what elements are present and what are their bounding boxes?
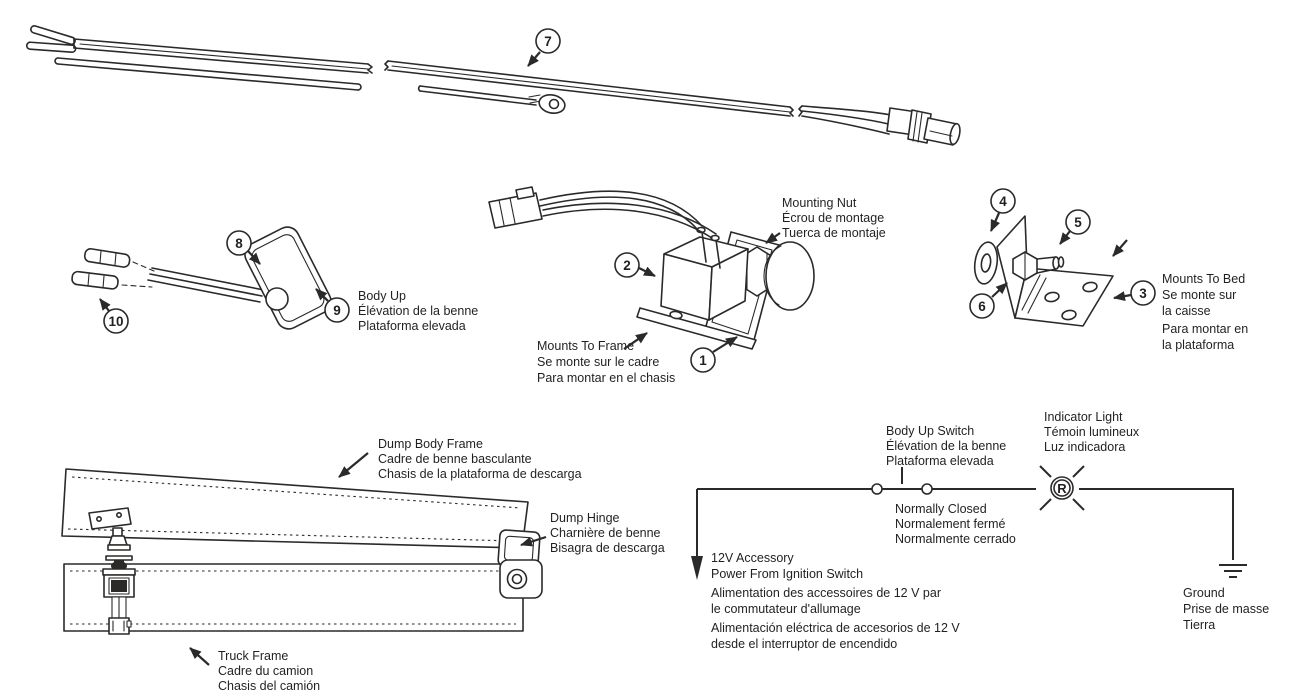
svg-text:Prise de masse: Prise de masse	[1183, 602, 1270, 616]
svg-text:Témoin lumineux: Témoin lumineux	[1044, 425, 1140, 439]
svg-text:la plataforma: la plataforma	[1162, 338, 1235, 352]
callout-5	[1060, 210, 1090, 244]
label-dump-body-frame	[339, 437, 582, 481]
body-up-plate	[241, 223, 335, 333]
callout-7	[528, 29, 560, 66]
svg-text:Body Up: Body Up	[358, 289, 406, 303]
callout-8-number: 8	[235, 236, 243, 251]
svg-text:Power From Ignition Switch: Power From Ignition Switch	[711, 567, 864, 581]
svg-text:Body Up Switch: Body Up Switch	[886, 424, 975, 438]
svg-text:Bisagra de descarga: Bisagra de descarga	[550, 541, 665, 555]
callout-2-number: 2	[623, 258, 631, 273]
body-up-decal-group	[71, 223, 478, 333]
callout-9-number: 9	[333, 303, 341, 318]
svg-text:Charnière de benne: Charnière de benne	[550, 526, 661, 540]
callout-5-number: 5	[1074, 215, 1082, 230]
label-body-up	[358, 289, 478, 333]
label-mounting-nut	[766, 196, 886, 243]
svg-text:Dump Hinge: Dump Hinge	[550, 511, 620, 525]
label-mounts-to-bed	[1162, 272, 1248, 352]
callout-3	[1114, 281, 1155, 305]
svg-text:Ground: Ground	[1183, 586, 1225, 600]
svg-text:Élévation de la benne: Élévation de la benne	[886, 439, 1007, 453]
svg-text:Plataforma elevada: Plataforma elevada	[358, 319, 466, 333]
svg-text:Chasis del camión: Chasis del camión	[218, 679, 321, 693]
label-body-up-switch	[886, 424, 1006, 468]
label-dump-hinge	[521, 511, 665, 555]
callout-10-number: 10	[108, 314, 124, 329]
svg-text:Mounting Nut: Mounting Nut	[782, 196, 857, 210]
svg-text:Normalmente cerrado: Normalmente cerrado	[895, 532, 1016, 546]
lamp-letter: R	[1057, 481, 1067, 496]
butt-connectors	[71, 248, 130, 290]
svg-text:Se monte sur: Se monte sur	[1162, 288, 1237, 302]
svg-text:le commutateur d'allumage: le commutateur d'allumage	[711, 602, 861, 616]
label-mounts-to-frame	[537, 333, 675, 385]
callout-6	[970, 283, 1007, 318]
callout-10	[100, 299, 128, 333]
svg-text:Luz indicadora: Luz indicadora	[1044, 440, 1126, 454]
svg-text:Alimentation des accessoires d: Alimentation des accessoires de 12 V par	[711, 586, 941, 600]
harness-plug	[489, 187, 542, 228]
svg-text:Plataforma elevada: Plataforma elevada	[886, 454, 994, 468]
svg-text:Élévation de la benne: Élévation de la benne	[358, 304, 479, 318]
svg-text:Tierra: Tierra	[1183, 618, 1216, 632]
svg-text:Écrou de montage: Écrou de montage	[782, 211, 885, 225]
callout-2	[615, 253, 655, 277]
harness-socket	[887, 108, 962, 145]
svg-text:Cadre de benne basculante: Cadre de benne basculante	[378, 452, 532, 466]
svg-text:Se monte sur le cadre: Se monte sur le cadre	[537, 355, 660, 369]
svg-text:Normalement fermé: Normalement fermé	[895, 517, 1006, 531]
bracket-pointer-arrow	[1113, 240, 1127, 256]
label-ground	[1183, 586, 1269, 632]
installation-diagram	[62, 437, 665, 693]
callout-4	[991, 189, 1015, 231]
wiring-schematic	[691, 410, 1269, 651]
ground-symbol	[1219, 565, 1247, 577]
callout-7-number: 7	[544, 34, 552, 49]
svg-text:Dump Body Frame: Dump Body Frame	[378, 437, 483, 451]
power-arrow	[691, 556, 703, 580]
svg-text:12V Accessory: 12V Accessory	[711, 551, 794, 565]
svg-text:Mounts To Frame: Mounts To Frame	[537, 339, 635, 353]
svg-text:Mounts To Bed: Mounts To Bed	[1162, 272, 1246, 286]
callout-1-number: 1	[699, 353, 707, 368]
svg-text:Para montar en el chasis: Para montar en el chasis	[537, 371, 676, 385]
svg-text:Cadre du camion: Cadre du camion	[218, 664, 314, 678]
svg-text:la caisse: la caisse	[1162, 304, 1211, 318]
bed-bracket-assembly	[970, 189, 1248, 352]
switch-assembly	[489, 187, 886, 385]
svg-text:Chasis de la plataforma de des: Chasis de la plataforma de descarga	[378, 467, 582, 481]
svg-text:desde el interruptor de encend: desde el interruptor de encendido	[711, 637, 898, 651]
indicator-lamp-symbol	[1040, 466, 1084, 510]
svg-text:Para montar en: Para montar en	[1162, 322, 1249, 336]
label-normally-closed	[895, 502, 1016, 546]
label-power-source	[711, 551, 960, 651]
callout-3-number: 3	[1139, 286, 1147, 301]
callout-1	[691, 337, 737, 372]
harness-illustration	[27, 25, 962, 145]
svg-text:Truck Frame: Truck Frame	[218, 649, 289, 663]
svg-text:Tuerca de montaje: Tuerca de montaje	[782, 226, 886, 240]
callout-6-number: 6	[978, 299, 986, 314]
callout-4-number: 4	[999, 194, 1007, 209]
svg-text:Normally Closed: Normally Closed	[895, 502, 987, 516]
svg-text:Alimentación eléctrica de acce: Alimentación eléctrica de accesorios de 12 V	[711, 621, 960, 635]
label-indicator-light	[1044, 410, 1140, 454]
svg-text:Indicator Light: Indicator Light	[1044, 410, 1123, 424]
label-truck-frame	[190, 648, 320, 693]
